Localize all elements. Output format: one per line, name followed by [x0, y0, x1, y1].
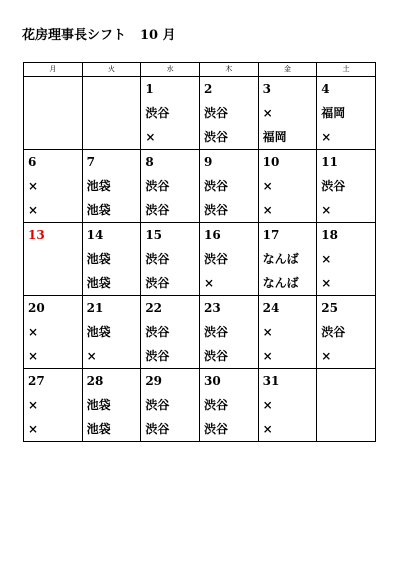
day-cell [82, 296, 141, 369]
shift-entry: 池袋 [86, 179, 111, 193]
shift-entry: なんば [262, 276, 299, 290]
shift-entry: 渋谷 [145, 252, 170, 266]
shift-entry: 福岡 [262, 130, 287, 144]
day-cell [141, 223, 200, 296]
day-number: 9 [203, 155, 213, 169]
day-number: 14 [86, 228, 104, 242]
shift-entry: 渋谷 [203, 130, 228, 144]
day-number: 22 [145, 301, 163, 315]
day-cell [317, 77, 376, 150]
day-number: 31 [262, 374, 280, 388]
day-cell [141, 77, 200, 150]
shift-entry: × [262, 398, 273, 412]
shift-entry: × [262, 203, 273, 217]
shift-entry: × [262, 325, 273, 339]
day-number: 3 [262, 82, 271, 96]
day-cell [199, 150, 258, 223]
day-number: 16 [203, 228, 221, 242]
weekday-header-cell: 火 [82, 63, 141, 77]
shift-entry: 渋谷 [203, 106, 228, 120]
shift-entry: × [262, 422, 273, 436]
day-cell [258, 296, 317, 369]
day-cell [199, 77, 258, 150]
day-cell [24, 150, 83, 223]
shift-entry: 福岡 [321, 106, 346, 120]
day-cell [199, 223, 258, 296]
day-cell [141, 296, 200, 369]
shift-entry: × [28, 203, 39, 217]
shift-entry: 池袋 [86, 276, 111, 290]
day-cell [199, 296, 258, 369]
weekday-header-cell: 水 [141, 63, 200, 77]
shift-entry: なんば [262, 252, 299, 266]
shift-entry: 渋谷 [145, 422, 170, 436]
shift-entry [87, 125, 141, 149]
shift-entry: × [28, 422, 39, 436]
weekday-header-cell: 月 [24, 63, 83, 77]
weekday-header-cell: 金 [258, 63, 317, 77]
day-number: 29 [145, 374, 163, 388]
weekday-header-row [24, 63, 376, 77]
shift-entry: 池袋 [86, 398, 111, 412]
day-number: 18 [321, 228, 338, 242]
week-row [24, 77, 376, 150]
day-number: 13 [28, 228, 45, 242]
day-cell [82, 150, 141, 223]
shift-entry: × [86, 349, 97, 363]
day-cell [24, 77, 83, 150]
day-number [28, 77, 82, 101]
day-number: 7 [86, 155, 96, 169]
day-number: 27 [28, 374, 45, 388]
shift-entry: 渋谷 [145, 203, 170, 217]
shift-entry: × [321, 276, 332, 290]
day-cell [258, 150, 317, 223]
week-row [24, 150, 376, 223]
day-cell [82, 369, 141, 442]
day-cell [258, 369, 317, 442]
shift-entry: × [28, 349, 39, 363]
day-number: 25 [321, 301, 338, 315]
shift-entry: 渋谷 [321, 325, 346, 339]
shift-entry [321, 417, 375, 441]
shift-entry: × [145, 130, 156, 144]
shift-entry: × [28, 325, 39, 339]
day-number: 4 [321, 82, 330, 96]
shift-entry: × [262, 179, 273, 193]
shift-entry: × [262, 349, 273, 363]
day-cell [258, 223, 317, 296]
day-number: 23 [203, 301, 221, 315]
shift-entry: 渋谷 [145, 349, 170, 363]
day-number: 17 [262, 228, 280, 242]
shift-entry [28, 101, 82, 125]
shift-entry: 渋谷 [203, 325, 228, 339]
day-cell [317, 369, 376, 442]
shift-entry: 渋谷 [321, 179, 346, 193]
shift-entry: 渋谷 [203, 422, 228, 436]
day-cell [317, 296, 376, 369]
shift-entry: 渋谷 [203, 349, 228, 363]
shift-entry: 渋谷 [203, 179, 228, 193]
weekday-header-cell: 土 [317, 63, 376, 77]
shift-entry: × [321, 349, 332, 363]
week-row [24, 296, 376, 369]
day-number: 10 [262, 155, 280, 169]
day-cell [317, 223, 376, 296]
day-cell [82, 77, 141, 150]
shift-entry: 池袋 [86, 203, 111, 217]
calendar-body [24, 77, 376, 442]
schedule-title: 花房理事長シフト [22, 28, 127, 43]
shift-entry: 渋谷 [145, 276, 170, 290]
shift-entry [87, 101, 141, 125]
weekday-header-cell: 木 [199, 63, 258, 77]
day-number: 8 [145, 155, 154, 169]
day-number: 24 [262, 301, 280, 315]
shift-entry: 池袋 [86, 422, 111, 436]
schedule-month: 10 月 [140, 28, 176, 43]
page-title [22, 24, 176, 43]
day-number: 30 [203, 374, 221, 388]
shift-entry: × [28, 398, 39, 412]
day-number [87, 77, 141, 101]
shift-entry: 渋谷 [203, 398, 228, 412]
week-row [24, 223, 376, 296]
day-number: 2 [203, 82, 213, 96]
shift-entry: 渋谷 [145, 325, 170, 339]
day-cell [141, 369, 200, 442]
day-number: 21 [86, 301, 104, 315]
shift-entry: 池袋 [86, 325, 111, 339]
day-cell [82, 223, 141, 296]
day-number: 20 [28, 301, 45, 315]
day-cell [24, 369, 83, 442]
day-cell [317, 150, 376, 223]
shift-entry: 渋谷 [145, 179, 170, 193]
shift-entry: × [321, 130, 332, 144]
shift-entry [28, 247, 82, 271]
day-number: 6 [28, 155, 37, 169]
day-number: 11 [321, 155, 338, 169]
shift-entry: 池袋 [86, 252, 111, 266]
shift-entry [28, 125, 82, 149]
day-cell [24, 296, 83, 369]
shift-entry: × [321, 203, 332, 217]
day-number: 28 [86, 374, 104, 388]
day-cell [141, 150, 200, 223]
shift-entry: 渋谷 [145, 398, 170, 412]
day-cell [24, 223, 83, 296]
week-row [24, 369, 376, 442]
shift-entry: 渋谷 [203, 203, 228, 217]
shift-entry: × [203, 276, 215, 290]
shift-entry [321, 393, 375, 417]
shift-entry: 渋谷 [203, 252, 228, 266]
shift-entry: × [321, 252, 332, 266]
shift-calendar [23, 62, 376, 442]
day-cell [199, 369, 258, 442]
calendar-header [24, 63, 376, 77]
day-cell [258, 77, 317, 150]
day-number [321, 369, 375, 393]
shift-entry: × [262, 106, 273, 120]
shift-entry: × [28, 179, 39, 193]
day-number: 1 [145, 82, 154, 96]
day-number: 15 [145, 228, 163, 242]
shift-entry [28, 271, 82, 295]
shift-entry: 渋谷 [145, 106, 170, 120]
